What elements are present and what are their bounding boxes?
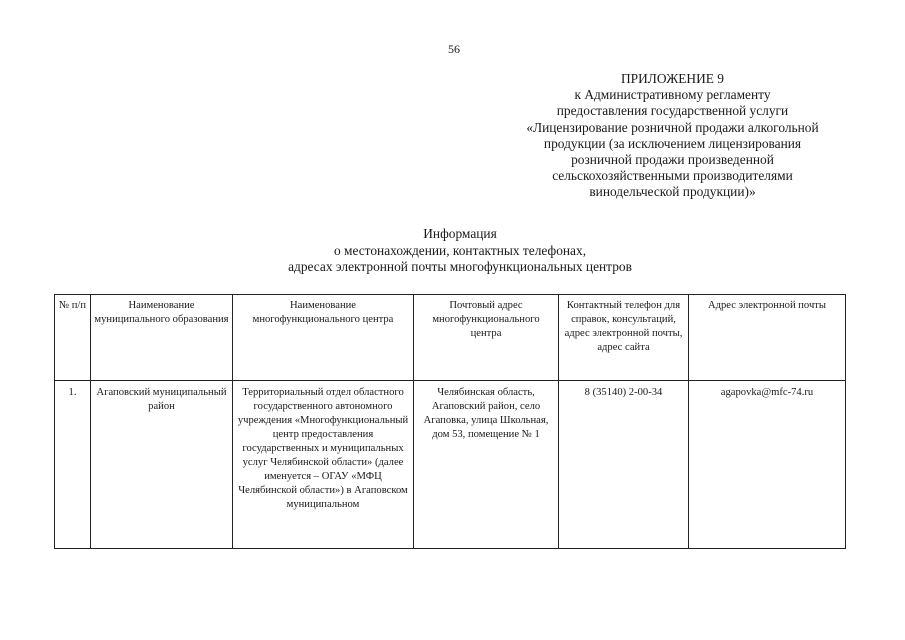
page-number: 56 [448,42,460,56]
appendix-line: винодельческой продукции)» [589,184,756,200]
cell-number: 1. [55,381,91,549]
cell-postal-address: Челябинская область, Агаповский район, село Агаповка, улица Школьная, дом 53, помещение № 1 [414,381,559,549]
header-contact-phone: Контактный телефон для справок, консультаций, адрес электронной почты, адрес сайта [559,295,689,381]
appendix-line: сельскохозяйственными производителями [552,168,793,184]
header-municipality: Наименование муниципального образования [91,295,233,381]
appendix-line: ПРИЛОЖЕНИЕ 9 [621,71,724,86]
cell-municipality: Агаповский муниципальный район [91,381,233,549]
appendix-line: «Лицензирование розничной продажи алкогольной [526,119,819,135]
header-email: Адрес электронной почты [689,295,846,381]
title-line: адресах электронной почты многофункциональных центров [288,259,632,274]
cell-contact-phone: 8 (35140) 2-00-34 [559,381,689,549]
appendix-line: розничной продажи произведенной [571,152,774,168]
header-postal-address: Почтовый адрес многофункционального центра [414,295,559,381]
appendix-line: к Административному регламенту [574,87,771,103]
mfc-table [54,294,846,549]
appendix-line: продукции (за исключением лицензирования [543,135,802,151]
appendix-line: предоставления государственной услуги [556,103,789,119]
header-number: № п/п [55,295,91,381]
title-line: о местонахождении, контактных телефонах, [333,242,587,258]
table-row [55,381,846,549]
header-center-name: Наименование многофункционального центра [233,295,414,381]
document-title [210,226,710,276]
title-line: Информация [423,226,497,241]
cell-center-name: Территориальный отдел областного государственного автономного учреждения «Многофункциональный центр предоставления государственных и муниципальных услуг Челябинской области» (далее именуется – ОГАУ «МФЦ Челябинской области») в Агаповском муниципальном [233,381,414,549]
appendix-header [500,71,845,201]
table-header-row [55,295,846,381]
cell-email: agapovka@mfc-74.ru [689,381,846,549]
